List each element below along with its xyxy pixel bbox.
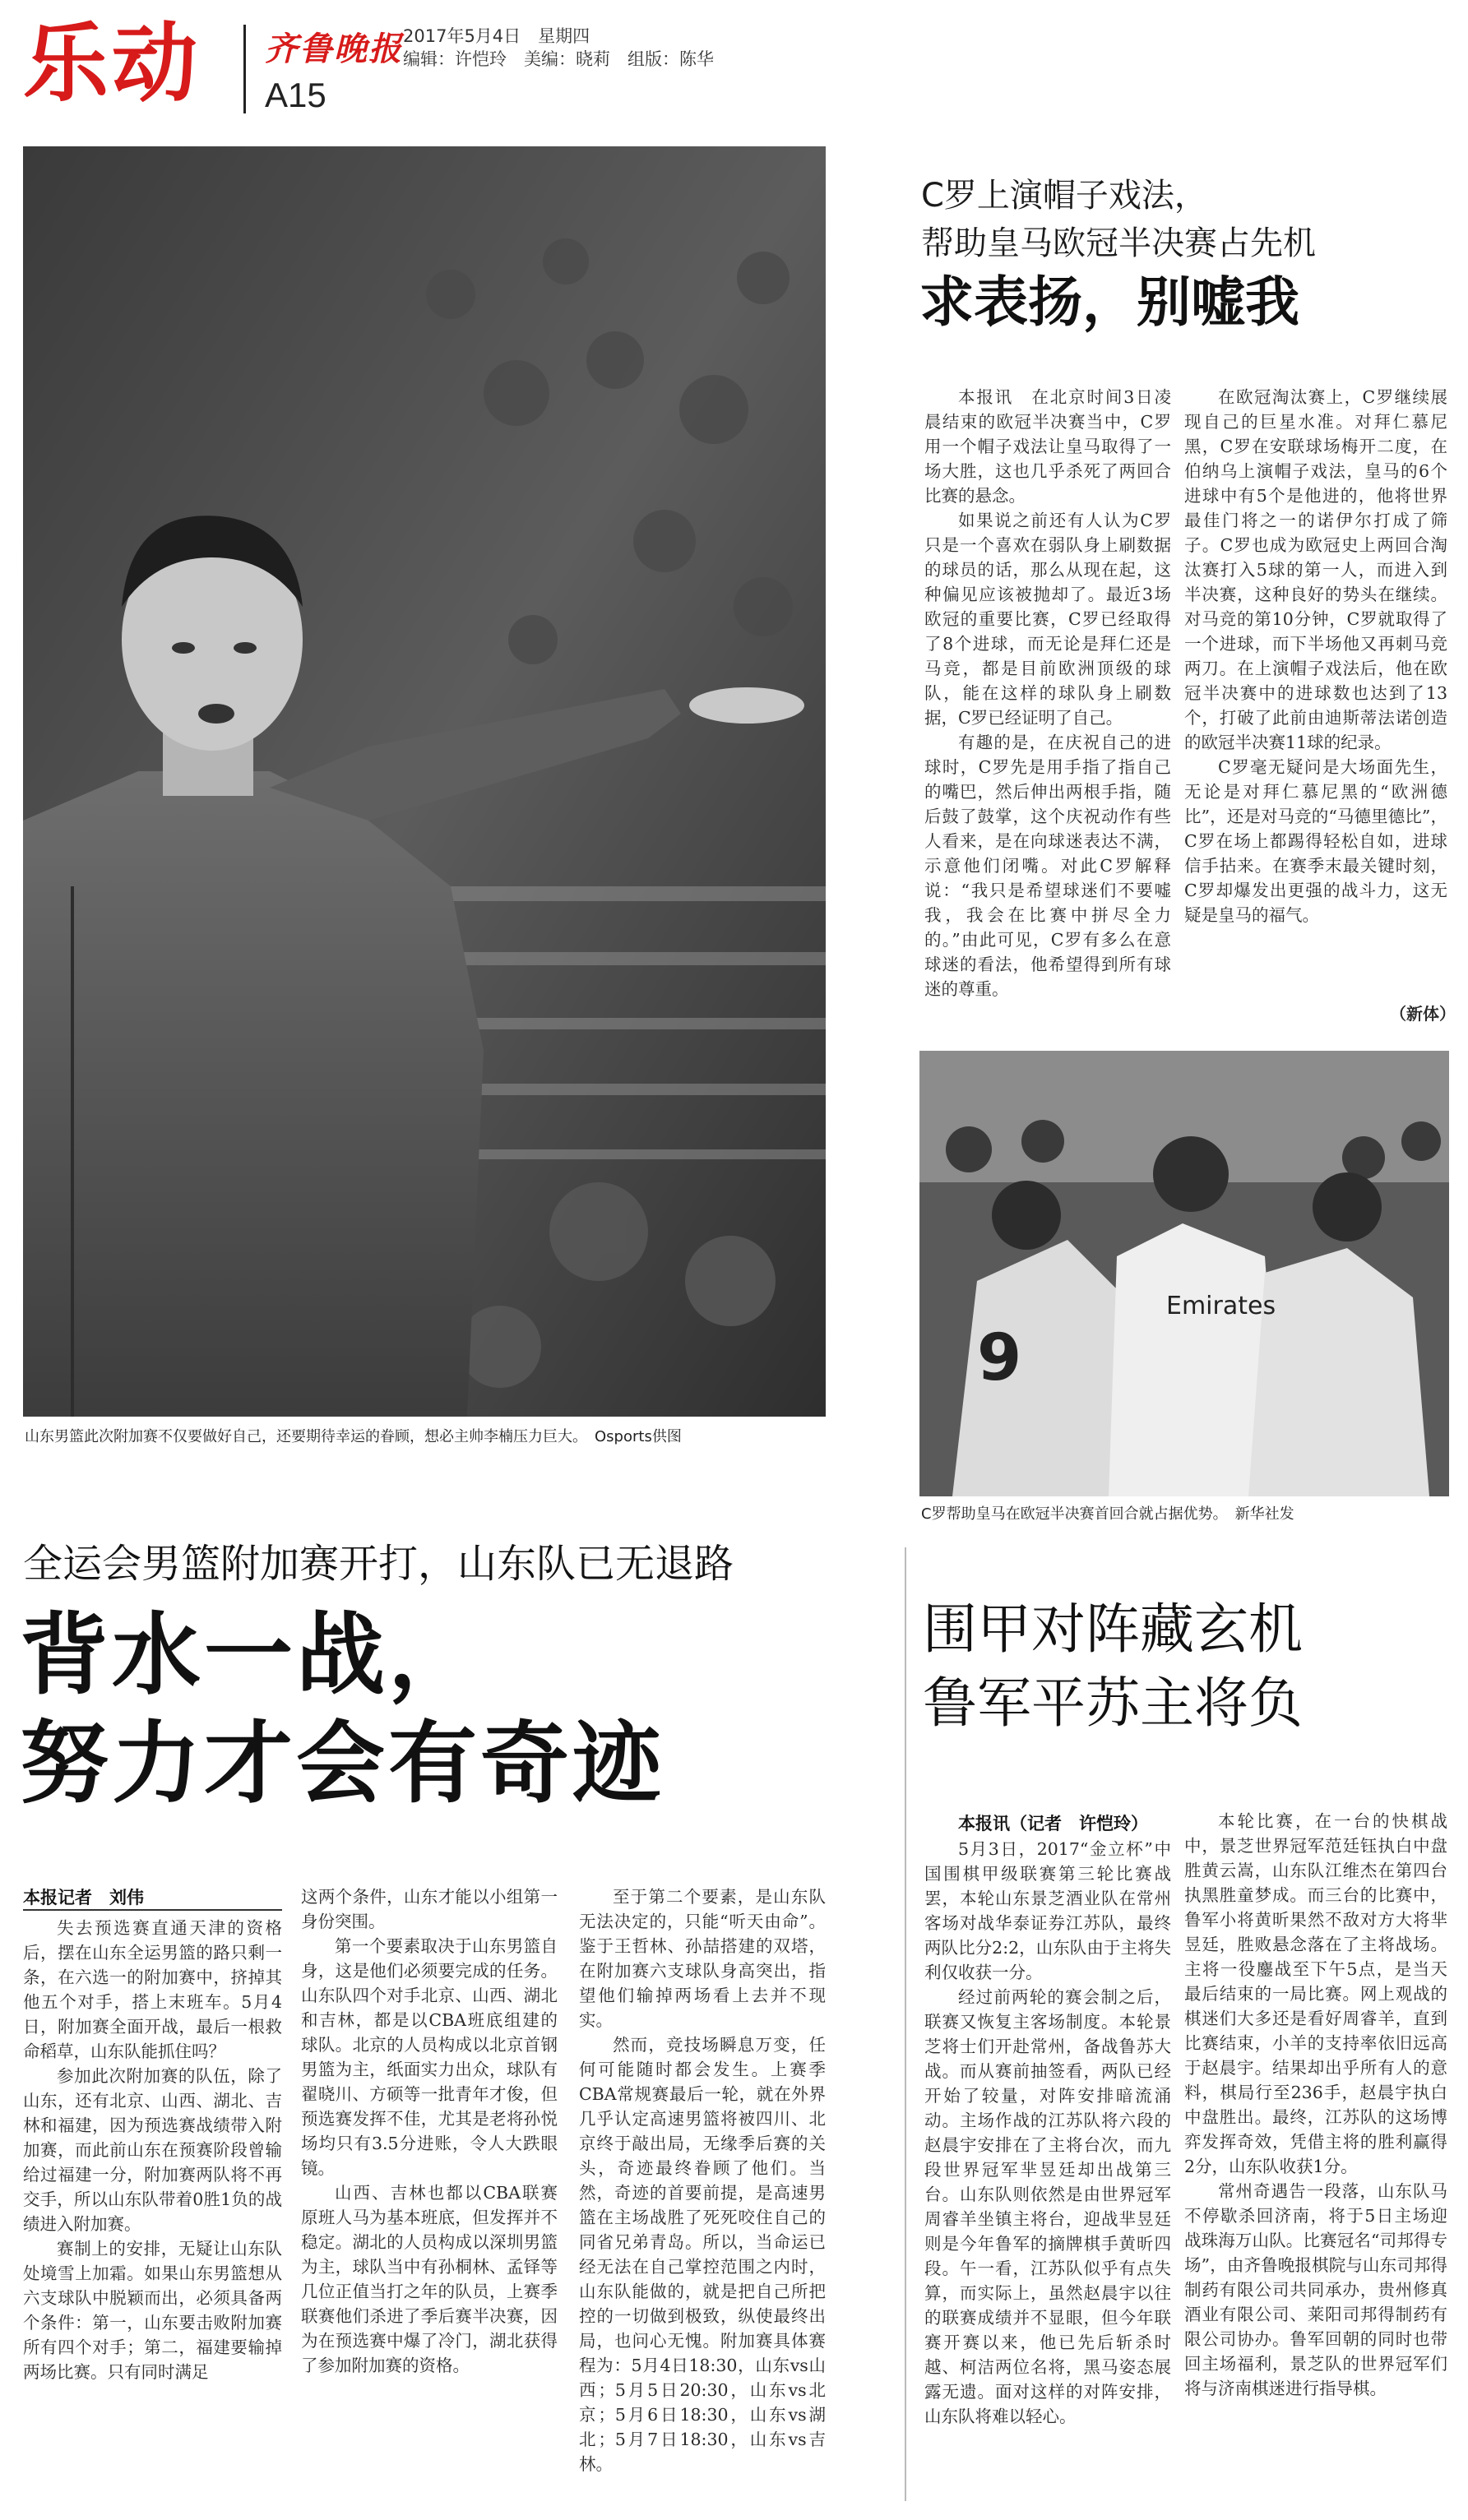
page-number: A15 — [265, 76, 326, 114]
cr-paragraph: C罗毫无疑问是大场面先生，无论是对拜仁慕尼黑的“欧洲德比”，还是对马竞的“马德里德比”，C罗在场上都踢得轻松自如，进球信手拈来。在赛季末最关键时刻，C罗却爆发出更强的战斗力，这无疑是皇马的福气。 — [1184, 757, 1447, 925]
go-headline-line2: 鲁军平苏主将负 — [923, 1672, 1303, 1735]
bball-paragraph: 第一个要素取决于山东男篮自身，这是他们必须要完成的任务。山东队四个对手北京、山西、湖北和吉林，都是以CBA班底组建的球队。北京的人员构成以北京首钢男篮为主，纸面实力出众，球队有翟晓川、方硕等一批青年才俊，但预选赛发挥不佳，尤其是老将孙悦场均只有3.5分进账，令人大跌眼镜。 — [301, 1936, 558, 2178]
bball-headline-line2: 努力才会有奇迹 — [20, 1713, 665, 1815]
go-headline-line1: 围甲对阵藏玄机 — [923, 1598, 1303, 1661]
ronaldo-photo-graphic — [919, 1051, 1449, 1496]
bball-column-2 — [301, 1884, 558, 2378]
bball-paragraph: 山西、吉林也都以CBA联赛原班人马为基本班底，但发挥并不稳定。湖北的人员构成以深圳男篮为主，球队当中有孙桐林、孟铎等几位正值当打之年的队员，上赛季联赛他们杀进了季后赛半决赛，因为在预选赛中爆了冷门，湖北获得了参加附加赛的资格。 — [301, 2183, 558, 2375]
cr-kicker-line1: C罗上演帽子戏法， — [921, 177, 1207, 215]
bball-paragraph: 这两个条件，山东才能以小组第一身份突围。 — [301, 1887, 558, 1931]
newspaper-name: 齐鲁晚报 — [265, 30, 403, 68]
go-paragraph: 经过前两轮的赛会制之后，联赛又恢复主客场制度。本轮景芝将士们开赴常州，备战鲁苏大战。而从赛前抽签看，两队已经开始了较量，对阵安排暗流涌动。主场作战的江苏队将六段的赵晨宇安排在了主将台次，而九段世界冠军芈昱廷却出战第三台。山东队则依然是由世界冠军周睿羊坐镇主将台，迎战芈昱廷则是今年鲁军的摘牌棋手黄昕四段。午一看，江苏队似乎有点失算，而实际上，虽然赵晨宇以往的联赛成绩并不显眼，但今年联赛开赛以来，他已先后斩杀时越、柯洁两位名将，黑马姿态展露无遗。面对这样的对阵安排，山东队将难以轻心。 — [924, 1987, 1171, 2426]
bball-paragraph: 然而，竞技场瞬息万变，任何可能随时都会发生。上赛季CBA常规赛最后一轮，就在外界几乎认定高速男篮将被四川、北京终于敲出局，无缘季后赛的关头，奇迹最终眷顾了他们。当然，奇迹的首要前提，是高速男篮在主场战胜了死死咬住自己的同省兄弟青岛。所以，当命运已经无法在自己掌控范围之内时，山东队能做的，就是把自己所把控的一切做到极致，纵使最终出局，也问心无愧。附加赛具体赛程为：5月4日18:30，山东vs山西；5月5日20:30，山东vs北京；5月6日18:30，山东vs湖北；5月7日18:30，山东vs吉林。 — [579, 2035, 826, 2474]
go-column-2 — [1184, 1809, 1447, 2401]
column-divider — [905, 1547, 906, 2501]
bball-column-3 — [579, 1884, 826, 2476]
editors-line: 编辑：许恺玲 美编：晓莉 组版：陈华 — [403, 49, 714, 69]
cr-kicker-line2: 帮助皇马欧冠半决赛占先机 — [921, 224, 1316, 262]
section-title: 乐动 — [23, 13, 201, 113]
bball-column-1 — [23, 1916, 282, 2384]
ronaldo-photo — [919, 1051, 1449, 1496]
cr-paragraph: 在欧冠淘汰赛上，C罗继续展现自己的巨星水准。对拜仁慕尼黑，C罗在安联球场梅开二度，在伯纳乌上演帽子戏法，皇马的6个进球中有5个是他进的，他将世界最佳门将之一的诺伊尔打成了筛子。C罗也成为欧冠史上两回合淘汰赛打入5球的第一人，而进入到半决赛，这种良好的势头在继续。对马竞的第10分钟，C罗就取得了一个进球，而下半场他又再刺马竞两刀。在上演帽子戏法后，他在欧冠半决赛中的进球数也达到了13个，打破了此前由迪斯蒂法诺创造的欧冠半决赛11球的纪录。 — [1184, 387, 1447, 752]
masthead-divider — [243, 25, 246, 113]
cr-column-1 — [924, 385, 1171, 1001]
ronaldo-photo-kit-text: Emirates — [1166, 1292, 1276, 1320]
go-byline: 本报讯（记者 许恺玲） — [958, 1814, 1148, 1833]
cr-paragraph: 有趣的是，在庆祝自己的进球时，C罗先是用手指了指自己的嘴巴，然后伸出两根手指，随后鼓了鼓掌，这个庆祝动作有些人看来，是在向球迷表达不满，示意他们闭嘴。对此C罗解释说：“我只是希望球迷们不要嘘我，我会在比赛中拼尽全力的。”由此可见，C罗有多么在意球迷的看法，他希望得到所有球迷的尊重。 — [924, 733, 1171, 999]
bball-paragraph: 参加此次附加赛的队伍，除了山东，还有北京、山西、湖北、吉林和福建，因为预选赛战绩带入附加赛，而此前山东在预赛阶段曾输给过福建一分，附加赛两队将不再交手，所以山东队带着0胜1负的战绩进入附加赛。 — [23, 2066, 282, 2234]
cr-source: （新体） — [1390, 1004, 1456, 1024]
ronaldo-photo-caption: C罗帮助皇马在欧冠半决赛首回合就占据优势。 新华社发 — [921, 1505, 1294, 1523]
cr-column-2 — [1184, 385, 1447, 927]
bball-byline: 本报记者 刘伟 — [23, 1888, 144, 1907]
bball-paragraph: 失去预选赛直通天津的资格后，摆在山东全运男篮的路只剩一条，在六选一的附加赛中，挤掉其他五个对手，搭上末班车。5月4日，附加赛全面开战，最后一根救命稻草，山东队能抓住吗？ — [23, 1918, 282, 2061]
go-column-1 — [924, 1837, 1171, 2429]
go-paragraph: 常州奇遇告一段落，山东队马不停歇杀回济南，将于5日主场迎战珠海万山队。比赛冠名“司邦得专场”，由齐鲁晚报棋院与山东司邦得制药有限公司共同承办，贵州修真酒业有限公司、莱阳司邦得制药有限公司协办。鲁军回朝的同时也带回主场福利，景芝队的世界冠军们将与济南棋迷进行指导棋。 — [1184, 2181, 1447, 2398]
coach-photo-graphic — [23, 146, 826, 1417]
ronaldo-photo-number: 9 — [977, 1321, 1022, 1395]
bball-byline-rule — [23, 1909, 282, 1911]
bball-paragraph: 赛制上的安排，无疑让山东队处境雪上加霜。如果山东男篮想从六支球队中脱颖而出，必须具备两个条件：第一，山东要击败附加赛所有四个对手；第二，福建要输掉两场比赛。只有同时满足 — [23, 2239, 282, 2382]
cr-paragraph: 本报讯 在北京时间3日凌晨结束的欧冠半决赛当中，C罗用一个帽子戏法让皇马取得了一场大胜，这也几乎杀死了两回合比赛的悬念。 — [924, 387, 1171, 506]
date-line: 2017年5月4日 星期四 — [403, 26, 590, 46]
go-paragraph: 5月3日，2017“金立杯”中国围棋甲级联赛第三轮比赛战罢，本轮山东景芝酒业队在常州客场对战华泰证券江苏队，最终两队比分2:2，山东队由于主将失利仅收获一分。 — [924, 1839, 1171, 1982]
coach-photo — [23, 146, 826, 1417]
bball-kicker: 全运会男篮附加赛开打，山东队已无退路 — [23, 1541, 734, 1587]
bball-paragraph: 至于第二个要素，是山东队无法决定的，只能“听天由命”。鉴于王哲林、孙喆搭建的双塔，在附加赛六支球队身高突出，指望他们输掉两场看上去并不现实。 — [579, 1887, 826, 2030]
cr-headline: 求表扬，别嘘我 — [919, 270, 1299, 334]
bball-headline-line1: 背水一战， — [20, 1604, 481, 1707]
cr-paragraph: 如果说之前还有人认为C罗只是一个喜欢在弱队身上刷数据的球员的话，那么从现在起，这种偏见应该被抛却了。最近3场欧冠的重要比赛，C罗已经取得了8个进球，而无论是拜仁还是马竞，都是目前欧洲顶级的球队，能在这样的球队身上刷数据，C罗已经证明了自己。 — [924, 511, 1171, 728]
go-paragraph: 本轮比赛，在一台的快棋战中，景芝世界冠军范廷钰执白中盘胜黄云嵩，山东队江维杰在第四台执黑胜童梦成。而三台的比赛中，鲁军小将黄昕果然不敌对方大将芈昱廷，胜败悬念落在了主将战场。主将一役鏖战至下午5点，是当天最后结束的一局比赛。网上观战的棋迷们大多还是看好周睿羊，直到比赛结束，小羊的支持率依旧远高于赵晨宇。结果却出乎所有人的意料，棋局行至236手，赵晨宇执白中盘胜出。最终，江苏队的这场博弈发挥奇效，凭借主将的胜利赢得2分，山东队收获1分。 — [1184, 1811, 1447, 2176]
coach-photo-caption: 山东男篮此次附加赛不仅要做好自己，还要期待幸运的眷顾，想必主帅李楠压力巨大。 Osports供图 — [25, 1428, 682, 1445]
